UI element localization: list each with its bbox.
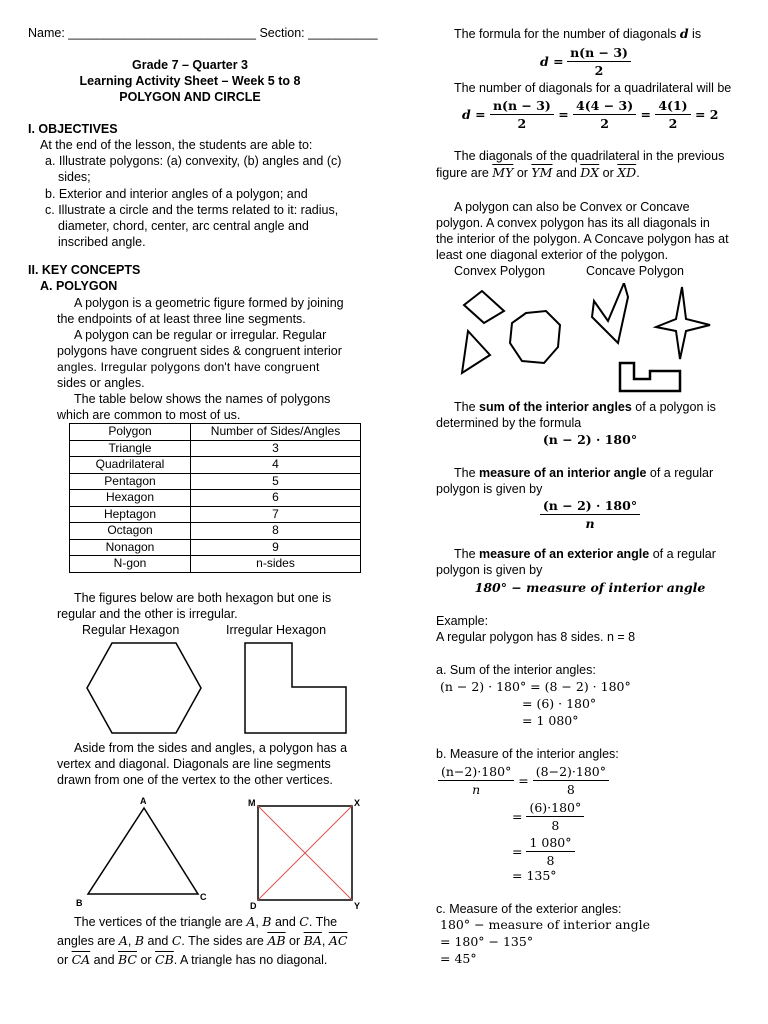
diagonals-prev-2 [436, 165, 640, 181]
text-fragment: of a polygon is [631, 400, 716, 414]
convex-para-3: the interior of the polygon. A Concave polygon has at [436, 232, 729, 246]
text-fragment: angles are [57, 934, 119, 948]
formula-fraction [526, 834, 574, 869]
regular-hexagon-label: Regular Hexagon [82, 623, 180, 637]
objective-c-cont2: inscribed angle. [58, 235, 146, 249]
segment-ba: $\overline{BA}$ [303, 933, 322, 948]
table-row [70, 490, 361, 507]
title-grade: Grade 7 – Quarter 3 [131, 58, 249, 72]
polygon-def-1: A polygon is a geometric figure formed by joining [74, 296, 344, 310]
segment-xd: $\overline{XD}$ [617, 165, 637, 180]
table-row [70, 556, 361, 573]
text-fragment: figure are [436, 166, 493, 180]
vertices-text-line-2 [57, 933, 347, 949]
text-fragment: The [454, 400, 480, 414]
text-fragment: and [90, 953, 118, 967]
formula-fraction [540, 497, 640, 532]
formula-lhs: d = [540, 54, 564, 69]
quad-diagonal-computation [462, 97, 718, 132]
example-b-step-2 [512, 799, 584, 834]
text-fragment: . The [308, 915, 338, 929]
fraction-denominator: 8 [546, 853, 555, 868]
sum-interior-intro-2: determined by the formula [436, 416, 582, 430]
text-fragment: and [144, 934, 172, 948]
irregular-hexagon-label: Irregular Hexagon [226, 623, 327, 637]
fraction-denominator: 8 [551, 818, 560, 833]
example-a-step-2: = (6) · 180° [522, 696, 597, 711]
formula-fraction [573, 97, 636, 132]
regular-para-3: angles. Irregular polygons don't have congruent [57, 360, 320, 374]
regular-para-4: sides or angles. [57, 376, 145, 390]
example-heading: Example: [436, 614, 489, 628]
text-fragment: . [636, 166, 640, 180]
formula-fraction [655, 97, 690, 132]
objective-a: a. Illustrate polygons: (a) convexity, (b) angles and (c) [45, 154, 342, 168]
vertex-label-m: M [248, 798, 256, 808]
triangle-figure [72, 792, 217, 910]
vertex-label-d: D [250, 901, 257, 910]
text-fragment: of a regular [649, 547, 716, 561]
title-topic: POLYGON AND CIRCLE [119, 90, 261, 104]
text-bold: sum of the interior angles [479, 400, 632, 414]
objective-a-cont: sides; [58, 170, 91, 184]
text-fragment: , [127, 934, 135, 948]
fraction-numerator: (n−2)·180° [438, 763, 514, 781]
formula-fraction [567, 44, 631, 79]
table-cell: Heptagon [70, 506, 191, 523]
table-row [70, 473, 361, 490]
table-intro-2: which are common to most of us. [57, 408, 241, 422]
text-fragment: or [57, 953, 72, 967]
table-row [70, 457, 361, 474]
convex-label: Convex Polygon [454, 264, 546, 278]
example-a-label: a. Sum of the interior angles: [436, 663, 596, 677]
concave-l-shape [620, 363, 680, 391]
convex-para-1: A polygon can also be Convex or Concave [454, 200, 690, 214]
convex-diamond-shape [464, 291, 504, 323]
diagonals-prev-1: The diagonals of the quadrilateral in the previous [454, 149, 725, 163]
table-cell: 9 [191, 539, 361, 556]
fraction-numerator: 4(1) [655, 97, 690, 115]
fraction-denominator: 2 [600, 116, 609, 131]
example-statement: A regular polygon has 8 sides. n = 8 [436, 630, 636, 644]
result: = 2 [694, 107, 719, 122]
example-b-step-3 [512, 834, 575, 869]
fraction-numerator: 4(4 − 3) [573, 97, 636, 115]
table-cell: Triangle [70, 440, 191, 457]
title-las: Learning Activity Sheet – Week 5 to 8 [79, 74, 301, 88]
formula-fraction [438, 763, 514, 798]
table-cell: Pentagon [70, 473, 191, 490]
vertex-para-1: Aside from the sides and angles, a polygon has a [74, 741, 348, 755]
text-fragment: or [599, 166, 618, 180]
vertex-label-x: X [354, 798, 361, 808]
math-var: B [262, 914, 272, 929]
interior-angle-intro-2: polygon is given by [436, 482, 543, 496]
table-cell: 4 [191, 457, 361, 474]
table-row [70, 523, 361, 540]
fraction-denominator: 8 [566, 782, 575, 797]
segment-cb: $\overline{CB}$ [155, 952, 174, 967]
table-cell: 5 [191, 473, 361, 490]
text-fragment: is [688, 27, 702, 41]
example-b-label: b. Measure of the interior angles: [436, 747, 619, 761]
text-fragment: or [136, 953, 156, 967]
example-a-step-3: = 1 080° [522, 713, 579, 728]
vertex-label-b: B [76, 898, 83, 908]
math-var: B [134, 933, 145, 948]
text-fragment: The [454, 466, 480, 480]
text-fragment: . A triangle has no diagonal. [173, 953, 328, 967]
fraction-numerator: n(n − 3) [490, 97, 554, 115]
math-var: A [118, 933, 128, 948]
equals-sign: = [558, 107, 569, 122]
vertices-text-line-1 [74, 914, 337, 930]
vertex-label-y: Y [354, 901, 361, 910]
irregular-hexagon-figure [242, 640, 350, 736]
hexagon-para-1: The figures below are both hexagon but one is [74, 591, 332, 605]
fraction-denominator: 2 [668, 116, 678, 131]
vertex-para-2: vertex and diagonal. Diagonals are line segments [57, 757, 331, 771]
text-fragment: The [454, 547, 480, 561]
equals-sign: = [512, 844, 523, 859]
fraction-denominator: n [585, 516, 595, 531]
table-header-polygon: Polygon [70, 424, 191, 441]
convex-heptagon-shape [510, 311, 560, 363]
sum-interior-intro [454, 399, 716, 415]
convex-para-2: polygon. A convex polygon has its all diagonals in [436, 216, 710, 230]
concave-label: Concave Polygon [586, 264, 684, 278]
hexagon-para-2: regular and the other is irregular. [57, 607, 238, 621]
formula-fraction [490, 97, 554, 132]
diagonal-formula-intro [454, 26, 701, 42]
table-cell: N-gon [70, 556, 191, 573]
example-c-label: c. Measure of the exterior angles: [436, 902, 622, 916]
table-cell: Quadrilateral [70, 457, 191, 474]
fraction-numerator: n(n − 3) [567, 44, 631, 62]
example-c-step-2: = 180° − 135° [440, 934, 534, 949]
segment-bc: $\overline{BC}$ [118, 952, 137, 967]
interior-angle-intro [454, 465, 713, 481]
fraction-numerator: (n − 2) · 180° [540, 497, 640, 515]
table-header-row [70, 424, 361, 441]
table-intro-1: The table below shows the names of polygons [74, 392, 331, 406]
text-fragment: , [255, 915, 263, 929]
text-bold: measure of an interior angle [479, 466, 647, 480]
polygon-subheading: A. POLYGON [40, 279, 118, 293]
table-row [70, 440, 361, 457]
example-a-step-1: (n − 2) · 180° = (8 − 2) · 180° [440, 679, 631, 694]
name-section-line: Name: ___________________________ Section: __________ [28, 26, 378, 40]
table-cell: 3 [191, 440, 361, 457]
table-cell: Nonagon [70, 539, 191, 556]
table-cell: Hexagon [70, 490, 191, 507]
formula-fraction [526, 799, 584, 834]
math-var: C [299, 914, 309, 929]
table-row [70, 506, 361, 523]
equals-sign: = [518, 773, 529, 788]
objectives-intro: At the end of the lesson, the students are able to: [40, 138, 313, 152]
polygon-table [69, 423, 361, 573]
fraction-denominator: 2 [594, 63, 604, 78]
text-fragment: or [285, 934, 304, 948]
convex-triangle-shape [462, 331, 490, 373]
fraction-numerator: (6)·180° [526, 799, 584, 817]
convex-concave-figures [450, 283, 730, 395]
objectives-heading: I. OBJECTIVES [28, 122, 118, 136]
concave-arrow-shape [592, 283, 628, 343]
table-cell: n-sides [191, 556, 361, 573]
text-fragment: or [513, 166, 532, 180]
segment-dx: $\overline{DX}$ [580, 165, 600, 180]
vertex-label-c: C [200, 892, 207, 902]
example-b-result: = 135° [512, 868, 557, 883]
objective-c: c. Illustrate a circle and the terms related to it: radius, [45, 203, 339, 217]
text-fragment: The vertices of the triangle are [74, 915, 247, 929]
text-fragment: , [321, 934, 329, 948]
fraction-numerator: (8−2)·180° [533, 763, 609, 781]
convex-para-4: least one diagonal exterior of the polygon. [436, 248, 669, 262]
formula-fraction [533, 763, 609, 798]
table-cell: 6 [191, 490, 361, 507]
polygon-def-2: the endpoints of at least three line segments. [57, 312, 306, 326]
exterior-angle-intro-2: polygon is given by [436, 563, 543, 577]
equals-sign: = [512, 809, 523, 824]
segment-ac: $\overline{AC}$ [328, 933, 348, 948]
interior-angle-formula [420, 497, 760, 532]
segment-ab: $\overline{AB}$ [267, 933, 286, 948]
table-cell: 8 [191, 523, 361, 540]
vertices-text-line-3 [57, 952, 327, 968]
example-c-step-3: = 45° [440, 951, 477, 966]
square-diagonals-figure [244, 796, 369, 910]
text-fragment: and [271, 915, 300, 929]
text-fragment: The formula for the number of diagonals [454, 27, 680, 41]
example-c-step-1: 180° − measure of interior angle [440, 917, 650, 932]
formula-lhs: d = [462, 107, 486, 122]
concave-star-shape [656, 287, 710, 359]
table-header-sides: Number of Sides/Angles [191, 424, 361, 441]
text-bold: measure of an exterior angle [479, 547, 650, 561]
math-var: d [679, 26, 689, 41]
regular-hexagon-figure [84, 640, 204, 736]
key-concepts-heading: II. KEY CONCEPTS [28, 263, 141, 277]
sum-interior-formula: (n − 2) · 180° [542, 432, 638, 447]
vertex-label-a: A [140, 796, 147, 806]
example-b-step-1 [438, 763, 609, 798]
math-var: A [246, 914, 256, 929]
regular-para-1: A polygon can be regular or irregular. Regular [74, 328, 327, 342]
diagonal-formula [540, 44, 631, 79]
math-var: C [171, 933, 182, 948]
table-row [70, 539, 361, 556]
table-cell: 7 [191, 506, 361, 523]
regular-para-2: polygons have congruent sides & congruent interior [57, 344, 342, 358]
equals-sign: = [640, 107, 651, 122]
exterior-angle-formula: 180° − measure of interior angle [474, 580, 706, 595]
exterior-angle-intro [454, 546, 716, 562]
table-cell: Octagon [70, 523, 191, 540]
segment-my: $\overline{MY}$ [492, 165, 514, 180]
text-fragment: and [552, 166, 581, 180]
segment-ym: $\overline{YM}$ [531, 165, 553, 180]
fraction-numerator: 1 080° [526, 834, 574, 852]
fraction-denominator: n [472, 782, 481, 797]
text-fragment: of a regular [646, 466, 714, 480]
fraction-denominator: 2 [517, 116, 527, 131]
objective-c-cont: diameter, chord, center, arc central angle and [58, 219, 309, 233]
quad-diagonal-intro: The number of diagonals for a quadrilateral will be [454, 81, 732, 95]
objective-b: b. Exterior and interior angles of a polygon; and [45, 187, 308, 201]
text-fragment: . The sides are [181, 934, 268, 948]
segment-ca: $\overline{CA}$ [71, 952, 91, 967]
vertex-para-3: drawn from one of the vertex to the other vertices. [57, 773, 333, 787]
